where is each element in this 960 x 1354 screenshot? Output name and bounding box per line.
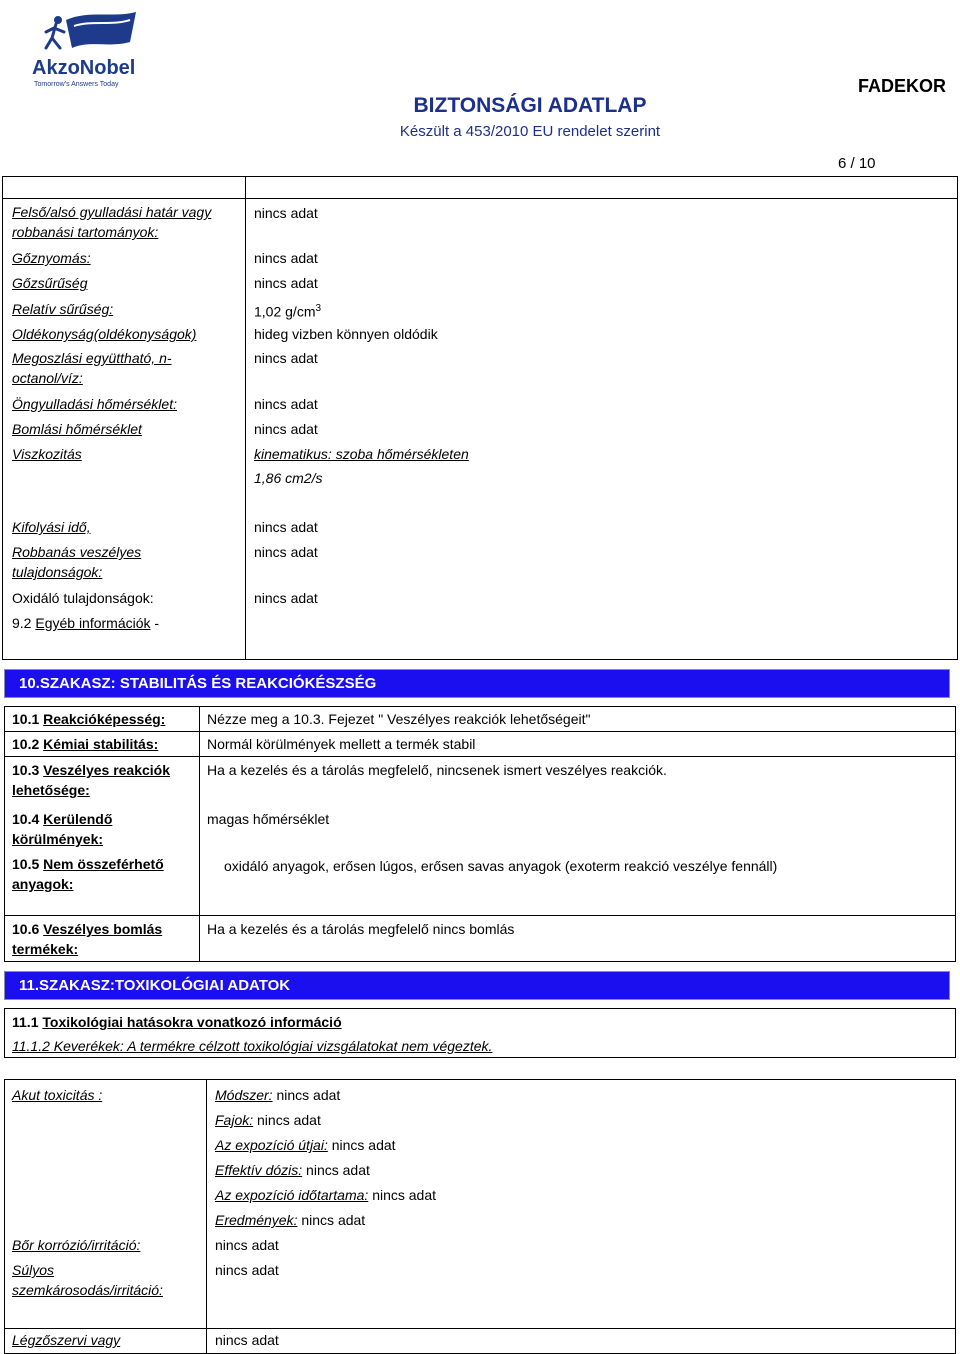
- s10-value-incompatible: oxidáló anyagok, erősen lúgos, erősen savas anyagok (exoterm reakció veszélye fennáll): [224, 858, 778, 874]
- s9-label-flammability: Felső/alsó gyulladási határ vagy robbanási tartományok:: [12, 204, 212, 240]
- s10-value-hazardous-reactions: Ha a kezelés és a tárolás megfelelő, nincsenek ismert veszélyes reakciók.: [207, 762, 667, 778]
- tox-acute-species: Fajok: nincs adat: [215, 1112, 321, 1128]
- product-name: FADEKOR: [857, 76, 946, 96]
- s9-label-autoignition: Öngyulladási hőmérséklet:: [12, 396, 177, 412]
- s9-label-relative-density: Relatív sűrűség:: [12, 301, 114, 317]
- tox-acute-route: Az expozíció útjai: nincs adat: [215, 1137, 396, 1153]
- logo-brand-text: AkzoNobel: [32, 57, 136, 79]
- tox-acute-duration: Az expozíció időtartama: nincs adat: [215, 1187, 437, 1203]
- document-subtitle: Készült a 453/2010 EU rendelet szerint: [399, 123, 661, 140]
- s11-subsection-title: 11.1 Toxikológiai hatásokra vonatkozó információ: [12, 1014, 342, 1030]
- tox-acute-results: Eredmények: nincs adat: [215, 1212, 366, 1228]
- s9-label-solubility: Oldékonyság(oldékonyságok): [12, 326, 197, 342]
- table-divider: [4, 915, 956, 916]
- s9-value-solubility: hideg vizben könnyen oldódik: [254, 326, 438, 342]
- tox-label-acute: Akut toxicitás :: [12, 1087, 103, 1103]
- s9-value-flammability: nincs adat: [254, 205, 318, 221]
- s9-label-oxidising: Oxidáló tulajdonságok:: [12, 590, 154, 606]
- s9-value-vapour-density: nincs adat: [254, 275, 318, 291]
- table-divider: [4, 1328, 956, 1329]
- s9-value-flow-time: nincs adat: [254, 519, 318, 535]
- tox-label-skin: Bőr korrózió/irritáció:: [12, 1237, 141, 1253]
- s9-label-explosive: Robbanás veszélyes tulajdonságok:: [12, 544, 142, 580]
- s9-label-partition-coefficient: Megoszlási együttható, n-octanol/víz:: [12, 350, 172, 386]
- s9-label-viscosity: Viszkozitás: [12, 446, 82, 462]
- s10-label-hazardous-reactions: 10.3 Veszélyes reakciók lehetősége:: [12, 762, 171, 798]
- page-number: 6 / 10: [838, 155, 876, 172]
- s10-label-incompatible: 10.5 Nem összeférhető anyagok:: [12, 856, 164, 892]
- logo-tagline-text: Tomorrow's Answers Today: [34, 81, 119, 88]
- s9-label-vapour-density: Gőzsűrűség: [12, 275, 88, 291]
- table-divider: [245, 176, 246, 660]
- akzonobel-logo: [18, 8, 140, 94]
- tox-label-respiratory: Légzőszervi vagy: [12, 1332, 121, 1348]
- s10-value-stability: Normál körülmények mellett a termék stabil: [207, 736, 476, 752]
- s10-label-stability: 10.2 Kémiai stabilitás:: [12, 736, 159, 752]
- s10-value-conditions-to-avoid: magas hőmérséklet: [207, 811, 330, 827]
- tox-acute-dose: Effektív dózis: nincs adat: [215, 1162, 370, 1178]
- table-divider: [4, 731, 956, 732]
- tox-acute-method: Módszer: nincs adat: [215, 1087, 341, 1103]
- s9-label-decomposition: Bomlási hőmérséklet: [12, 421, 142, 437]
- s9-value-vapour-pressure: nincs adat: [254, 250, 318, 266]
- table-divider: [206, 1079, 207, 1354]
- s9-value-explosive: nincs adat: [254, 544, 318, 560]
- table-divider: [2, 198, 958, 199]
- s10-value-reactivity: Nézze meg a 10.3. Fejezet " Veszélyes reakciók lehetőségeit": [207, 711, 591, 727]
- s9-value-viscosity: kinematikus: szoba hőmérsékleten 1,86 cm2/s: [254, 446, 469, 486]
- section10-header: 10.SZAKASZ: STABILITÁS ÉS REAKCIÓKÉSZSÉG: [4, 669, 950, 698]
- section11-header: 11.SZAKASZ:TOXIKOLÓGIAI ADATOK: [4, 971, 950, 1000]
- s9-other-info: 9.2 Egyéb információk -: [12, 615, 160, 631]
- table-divider: [199, 706, 200, 962]
- s9-value-oxidising: nincs adat: [254, 590, 318, 606]
- table-divider: [4, 756, 956, 757]
- toxicology-table: [4, 1079, 956, 1354]
- s9-value-relative-density: 1,02 $g/cm^3$: [254, 303, 322, 320]
- s9-value-autoignition: nincs adat: [254, 396, 318, 412]
- s9-label-flow-time: Kifolyási idő,: [12, 519, 91, 535]
- tox-value-respiratory: nincs adat: [215, 1332, 279, 1348]
- s10-label-conditions-to-avoid: 10.4 Kerülendő körülmények:: [12, 811, 113, 847]
- s9-label-vapour-pressure: Gőznyomás:: [12, 250, 91, 266]
- s10-value-decomposition-products: Ha a kezelés és a tárolás megfelelő nincs bomlás: [207, 921, 515, 937]
- tox-value-skin: nincs adat: [215, 1237, 279, 1253]
- s10-label-decomposition-products: 10.6 Veszélyes bomlás termékek:: [12, 921, 163, 957]
- s9-value-partition-coefficient: nincs adat: [254, 350, 318, 366]
- tox-label-eye: Súlyos szemkárosodás/irritáció:: [12, 1262, 163, 1298]
- s9-value-decomposition: nincs adat: [254, 421, 318, 437]
- s10-label-reactivity: 10.1 Reakcióképesség:: [12, 711, 166, 727]
- tox-value-eye: nincs adat: [215, 1262, 279, 1278]
- document-title: BIZTONSÁGI ADATLAP: [413, 94, 647, 117]
- s11-mixture-line: 11.1.2 Keverékek: A termékre célzott toxikológiai vizsgálatokat nem végeztek.: [12, 1038, 493, 1054]
